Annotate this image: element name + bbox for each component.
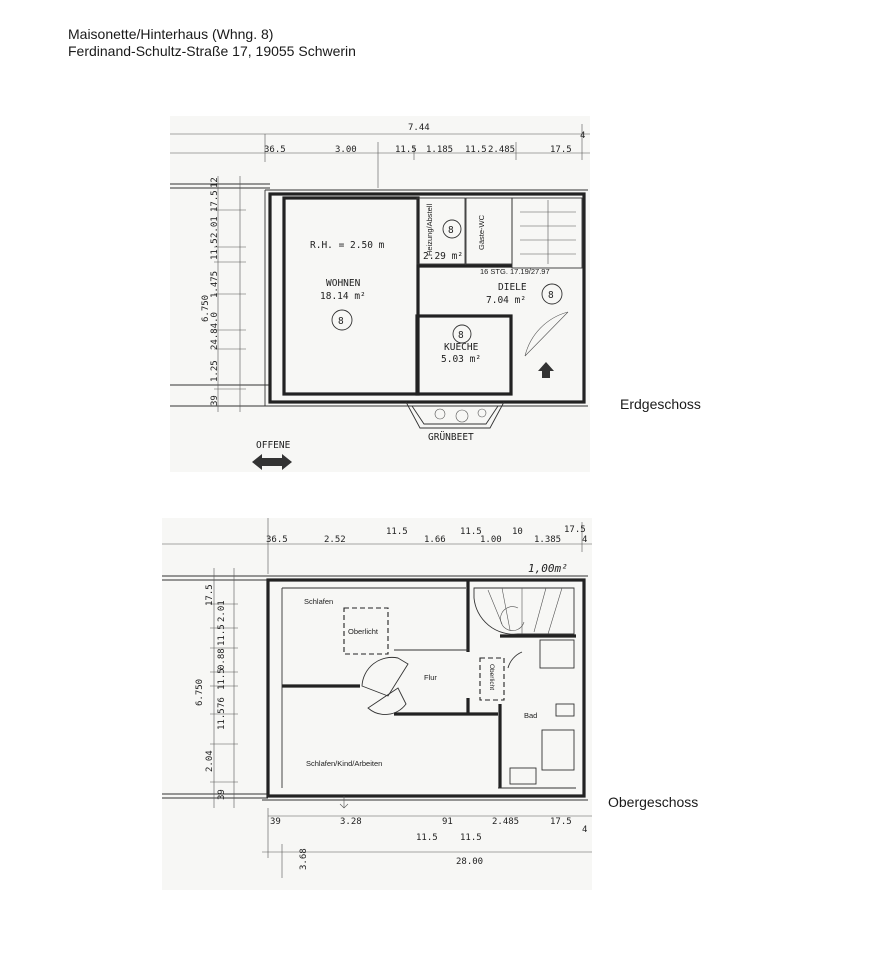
dim-side-7: 1.25 xyxy=(210,360,220,382)
og-dim-top-4: 1.66 xyxy=(424,535,446,545)
og-dim-top-8: 1.385 xyxy=(534,535,562,545)
heizung-area: 2.29 m² xyxy=(423,251,464,262)
bad-label: Bad xyxy=(524,711,538,720)
gruenbeet-label: GRÜNBEET xyxy=(428,432,474,443)
og-dim-top-9: 17.5 xyxy=(564,525,586,535)
og-dim-side-2: 2.01 xyxy=(217,600,227,622)
dim-side-5: 1.475 xyxy=(210,270,220,298)
og-top-note: 1,00m² xyxy=(528,562,568,575)
og-dim-bottom-2: 3.28 xyxy=(340,817,362,827)
diele-area: 7.04 m² xyxy=(486,295,527,306)
og-dim-bottom-4: 91 xyxy=(442,817,453,827)
og-dim-bottom-10: 28.00 xyxy=(456,857,484,867)
og-dim-top-5: 11.5 xyxy=(460,527,482,537)
og-dim-side-1: 17.5 xyxy=(205,584,215,606)
og-dim-top-10: 4 xyxy=(582,535,588,545)
heizung-label: Heizung/Abstell xyxy=(425,203,434,256)
document-header xyxy=(68,26,356,60)
dim-side-total: 6.750 xyxy=(201,294,211,322)
erdgeschoss-drawing xyxy=(170,116,590,472)
unit-number-diele: 8 xyxy=(548,290,554,301)
dim-top-2: 3.00 xyxy=(335,145,357,155)
schlafen-label: Schlafen xyxy=(304,597,334,606)
unit-number-wohnen: 8 xyxy=(338,316,344,327)
dim-top-6: 2.485 xyxy=(488,145,516,155)
og-dim-bottom-6: 2.485 xyxy=(492,817,520,827)
stair-note: 16 STG. 17.19/27.97 xyxy=(480,267,550,276)
og-dim-side-total: 6.750 xyxy=(195,678,205,706)
dim-total-width: 7.44 xyxy=(408,123,430,133)
kueche-area: 5.03 m² xyxy=(441,354,482,365)
og-dim-top-7: 10 xyxy=(512,527,523,537)
og-dim-side-4: 0.88 xyxy=(217,648,227,670)
oberlicht-label: Oberlicht xyxy=(348,627,379,636)
dim-top-5: 11.5 xyxy=(465,145,487,155)
offene-label: OFFENE xyxy=(256,440,291,451)
og-dim-top-6: 1.00 xyxy=(480,535,502,545)
dim-side-6: 24.84.0 xyxy=(210,312,220,350)
floor-plan-erdgeschoss xyxy=(170,116,590,472)
schlafen-kind-label: Schlafen/Kind/Arbeiten xyxy=(306,759,383,768)
dim-top-4: 1.185 xyxy=(426,145,454,155)
og-dim-side-8: 2.04 xyxy=(205,750,215,772)
dim-top-1: 36.5 xyxy=(264,145,286,155)
obergeschoss-drawing xyxy=(162,518,592,890)
og-dim-top-1: 36.5 xyxy=(266,535,288,545)
og-dim-bottom-3: 11.5 xyxy=(416,833,438,843)
og-dim-bottom-1: 39 xyxy=(270,817,281,827)
og-dim-top-2: 2.52 xyxy=(324,535,346,545)
wohnen-label: WOHNEN xyxy=(326,278,361,289)
dim-side-1: 12 xyxy=(210,177,220,188)
obergeschoss-label: Obergeschoss xyxy=(608,794,699,810)
address-line: Ferdinand-Schultz-Straße 17, 19055 Schwerin xyxy=(68,43,356,59)
dim-top-3: 11.5 xyxy=(395,145,417,155)
kueche-label: KUECHE xyxy=(444,342,479,353)
dim-top-7: 17.5 xyxy=(550,145,572,155)
dim-top-8: 4 xyxy=(580,131,586,141)
dim-side-3: 2.01 xyxy=(210,216,220,238)
flur-label: Flur xyxy=(424,673,437,682)
wohnen-room-height: R.H. = 2.50 m xyxy=(310,240,385,251)
unit-number-kueche: 8 xyxy=(458,330,464,341)
unit-number-heizung: 8 xyxy=(448,225,454,236)
dim-side-8: 39 xyxy=(210,395,220,406)
diele-label: DIELE xyxy=(498,282,527,293)
og-dim-bottom-5: 11.5 xyxy=(460,833,482,843)
wohnen-area: 18.14 m² xyxy=(320,291,366,302)
dim-side-2: 17.5 xyxy=(210,190,220,212)
og-dim-bottom-9: 3.68 xyxy=(299,848,309,870)
og-dim-bottom-8: 4 xyxy=(582,825,588,835)
og-dim-bottom-7: 17.5 xyxy=(550,817,572,827)
gaeste-wc-label: Gäste-WC xyxy=(477,214,486,250)
oberlicht-flur-label: Oberlicht xyxy=(488,664,495,691)
og-dim-top-3: 11.5 xyxy=(386,527,408,537)
og-dim-side-9: 39 xyxy=(217,789,227,800)
og-dim-side-7: 11.5 xyxy=(217,708,227,730)
og-dim-side-3: 11.5 xyxy=(217,624,227,646)
og-dim-side-6: 76 xyxy=(217,697,227,708)
erdgeschoss-label: Erdgeschoss xyxy=(620,396,701,412)
og-dim-side-5: 11.5 xyxy=(217,668,227,690)
floor-plan-obergeschoss xyxy=(162,518,592,890)
dim-side-4: 11.5 xyxy=(210,238,220,260)
title-line: Maisonette/Hinterhaus (Whng. 8) xyxy=(68,26,274,42)
